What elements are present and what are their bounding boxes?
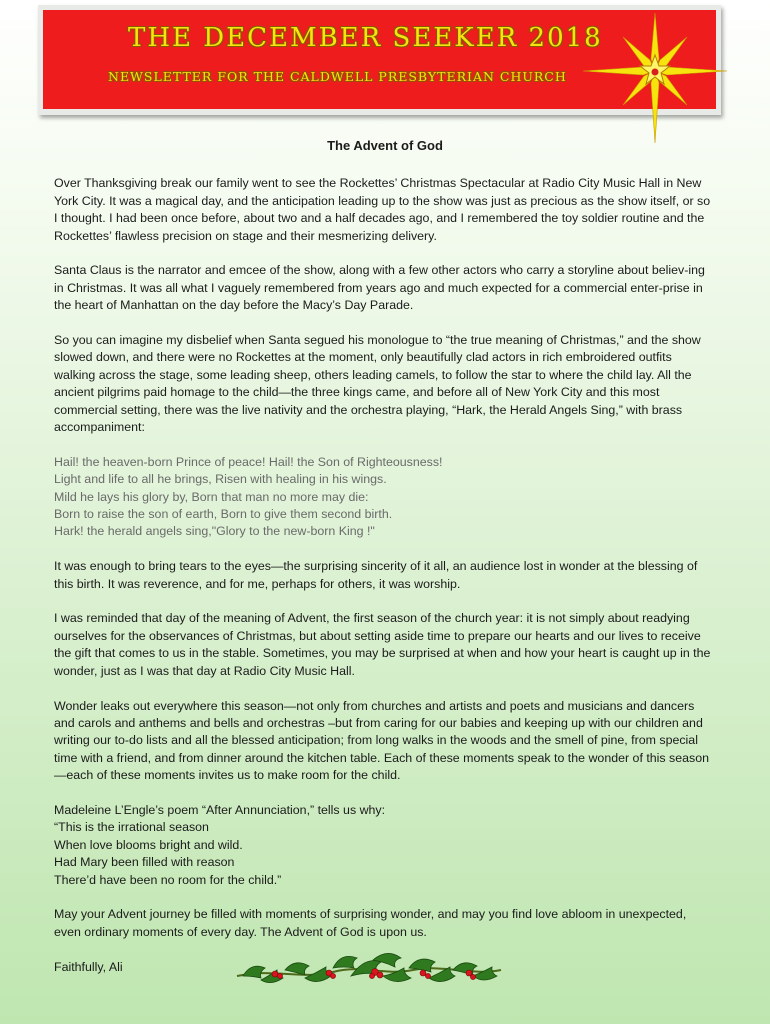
closing-paragraph: May your Advent journey be filled with moments of surprising wonder, and may you find love abloom in unexpected, even ordinary moments of every day. The Advent of God is upon us.	[54, 907, 687, 939]
poem-line: When love blooms bright and wild.	[54, 837, 243, 852]
paragraph: Over Thanksgiving break our family went to see the Rockettes’ Christmas Spectacular at Radio City Music Hall in New York City. It was a magical day, and the anticipation leading up to the show was just as precious as the show itself, or so I thought. I had been once before, about two and a half decades ago, and I remembered the toy soldier routine and the Rockettes’ flawless precision on stage and their mesmerizing delivery.	[54, 176, 711, 243]
article-headline: The Advent of God	[327, 138, 443, 153]
hymn-excerpt	[54, 454, 716, 541]
article	[54, 137, 716, 976]
poem-intro: Madeleine L’Engle’s poem “After Annunciation,” tells us why:	[54, 802, 386, 817]
hymn-line: Born to raise the son of earth, Born to give them second birth.	[54, 507, 393, 522]
poem-line: Had Mary been filled with reason	[54, 855, 235, 870]
hymn-line: Mild he lays his glory by, Born that man no more may die:	[54, 489, 369, 504]
newsletter-subtitle: NEWSLETTER FOR THE CALDWELL PRESBYTERIAN CHURCH	[108, 69, 567, 84]
gold-star-icon	[582, 5, 730, 145]
paragraph: Santa Claus is the narrator and emcee of the show, along with a few other actors who carry a storyline about believ-ing in Christmas. It was all what I vaguely remembered from years ago and much expected for a commercial enter-prise in the heart of Manhattan on the day before the Macy’s Day Parade.	[54, 263, 705, 313]
holly-garland-icon	[233, 946, 505, 992]
paragraph: It was enough to bring tears to the eyes—the surprising sincerity of it all, an audience lost in wonder at the blessing of this birth. It was reverence, and for me, perhaps for others, it was worship.	[54, 559, 698, 591]
signature: Faithfully, Ali	[54, 959, 123, 974]
poem-line: “This is the irrational season	[54, 820, 209, 835]
paragraph: So you can imagine my disbelief when Santa segued his monologue to “the true meaning of Christmas,” and the show slowed down, and there were no Rockettes at the moment, only beautifully clad actors in rich embroidered outfits walking across the stage, some leading sheep, others leading camels, to follow the star to where the child lay. All the ancient pilgrims paid homage to the child—the three kings came, and before all of New York City and this most commercial setting, there was the live nativity and the orchestra playing, “Hark, the Herald Angels Sing,” with brass accompaniment:	[54, 333, 701, 435]
poem-line: There’d have been no room for the child.”	[54, 872, 282, 887]
hymn-line: Hail! the heaven-born Prince of peace! Hail! the Son of Righteousness!	[54, 454, 443, 469]
hymn-line: Light and life to all he brings, Risen with healing in his wings.	[54, 472, 387, 487]
poem-quote	[54, 802, 716, 889]
paragraph: I was reminded that day of the meaning of Advent, the first season of the church year: it is not simply about readying ourselves for the observances of Christmas, but about setting aside time to prepare our hearts and our lives to receive the gift that comes to us in the stable. Sometimes, you may be surprised at when and how your heart is caught up in the wonder, just as I was that day at Radio City Music Hall.	[54, 611, 711, 678]
newsletter-title: THE DECEMBER SEEKER 2018	[128, 23, 603, 53]
hymn-line: Hark! the herald angels sing,"Glory to the new-born King !"	[54, 524, 375, 539]
paragraph: Wonder leaks out everywhere this season—not only from churches and artists and poets and musicians and dancers and carols and anthems and bells and orchestras –but from caring for our babies and keeping up with our children and writing our to-do lists and all the blessed anticipation; from long walks in the woods and the smell of pine, from special time with a friend, and from dinner around the kitchen table. Each of these moments speak to the wonder of this season—each of these moments invites us to make room for the child.	[54, 698, 710, 783]
